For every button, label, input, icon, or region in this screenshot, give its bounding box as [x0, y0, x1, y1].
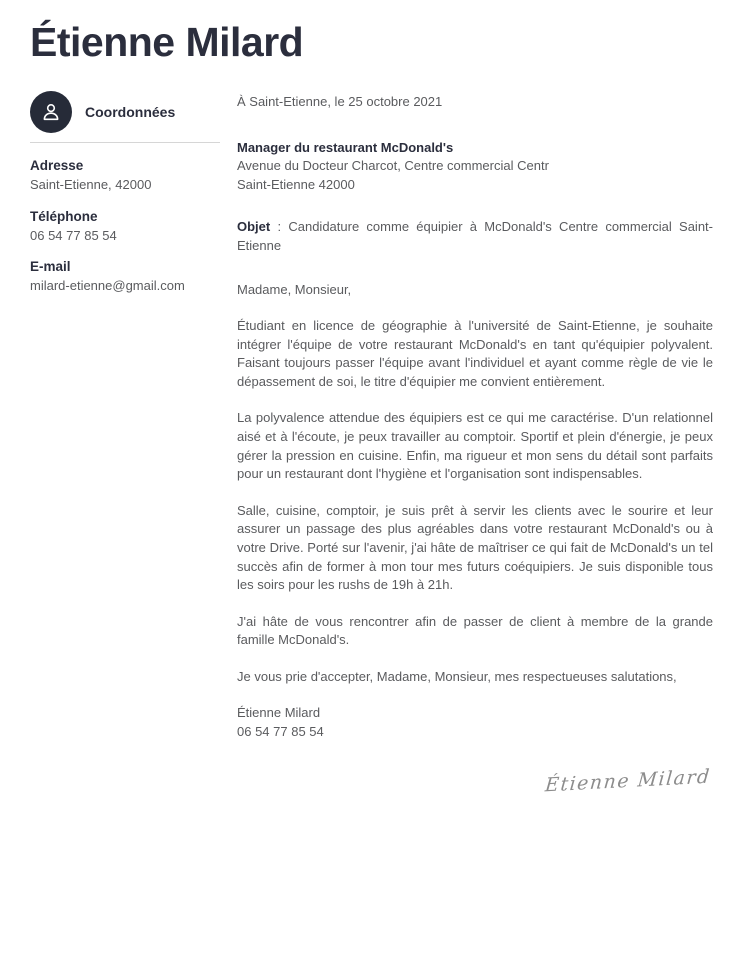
- contact-section-title: Coordonnées: [85, 104, 176, 121]
- subject-label: Objet: [237, 219, 271, 235]
- closing-paragraph: Je vous prie d'accepter, Madame, Monsieur, mes respectueuses salutations,: [237, 668, 677, 684]
- email-value: milard-etienne@gmail.com: [30, 278, 185, 294]
- phone-value: 06 54 77 85 54: [30, 227, 117, 243]
- recipient-address-line1: Avenue du Docteur Charcot, Centre commercial Centr: [237, 158, 549, 174]
- handwritten-signature: Étienne Milard: [544, 765, 712, 796]
- signature-row: [237, 765, 713, 796]
- subject-text: : Candidature comme équipier à McDonald's Centre commercial Saint-Etienne: [237, 219, 713, 253]
- recipient-title: Manager du restaurant McDonald's: [237, 139, 454, 155]
- page-title: Étienne Milard: [30, 19, 304, 65]
- letter-body: [237, 91, 713, 795]
- salutation: Madame, Monsieur,: [237, 281, 352, 297]
- header: [0, 0, 750, 65]
- person-icon: [39, 100, 63, 124]
- paragraph-4: J'ai hâte de vous rencontrer afin de passer de client à membre de la grande famille McDonald's.: [237, 613, 713, 648]
- sidebar: [30, 91, 220, 295]
- recipient-block: [237, 139, 713, 195]
- signoff-phone: 06 54 77 85 54: [237, 723, 324, 739]
- subject-line: [237, 218, 713, 255]
- contact-icon-circle: [30, 91, 72, 133]
- paragraph-3: Salle, cuisine, comptoir, je suis prêt à servir les clients avec le sourire et leur assurer un passage des plus agréables dans votre restaurant McDonald's ou à votre Drive. Porté sur l'avenir, j'ai hâte de maîtriser ce qui fait de McDonald's un tel succès afin de former à mon tour mes futurs coéquipiers. Je suis disponible tous les soirs pour les rushs de 19h à 21h.: [237, 502, 713, 593]
- recipient-address-line2: Saint-Etienne 42000: [237, 176, 355, 192]
- signoff-name: Étienne Milard: [237, 705, 321, 721]
- paragraph-1: Étudiant en licence de géographie à l'université de Saint-Etienne, je souhaite intégrer l'équipe de votre restaurant McDonald's en tant qu'équipier polyvalent. Faisant toujours passer l'équipe avant l'individuel et ayant comme règle de vie le dépassement de soi, le titre d'équipier me convient entièrement.: [237, 318, 713, 389]
- content-columns: [0, 91, 750, 795]
- phone-field: [30, 209, 220, 245]
- paragraph-2: La polyvalence attendue des équipiers est ce qui me caractérise. D'un relationnel aisé et à l'écoute, je peux travailler au comptoir. Sportif et plein d'énergie, je peux gérer la pression en cuisine. Enfin, ma rigueur et mon sens du détail sont parfaits pour un restaurant dont l'hygiène et l'organisation sont indispensables.: [237, 410, 713, 482]
- signoff-block: [237, 704, 713, 741]
- date-line: À Saint-Etienne, le 25 octobre 2021: [237, 94, 443, 110]
- phone-label: Téléphone: [30, 208, 98, 224]
- sidebar-divider: [30, 142, 220, 143]
- email-label: E-mail: [30, 259, 71, 275]
- contact-section-header: [30, 91, 220, 133]
- email-field: [30, 259, 220, 295]
- address-value: Saint-Etienne, 42000: [30, 177, 152, 193]
- address-label: Adresse: [30, 158, 84, 174]
- address-field: [30, 158, 220, 194]
